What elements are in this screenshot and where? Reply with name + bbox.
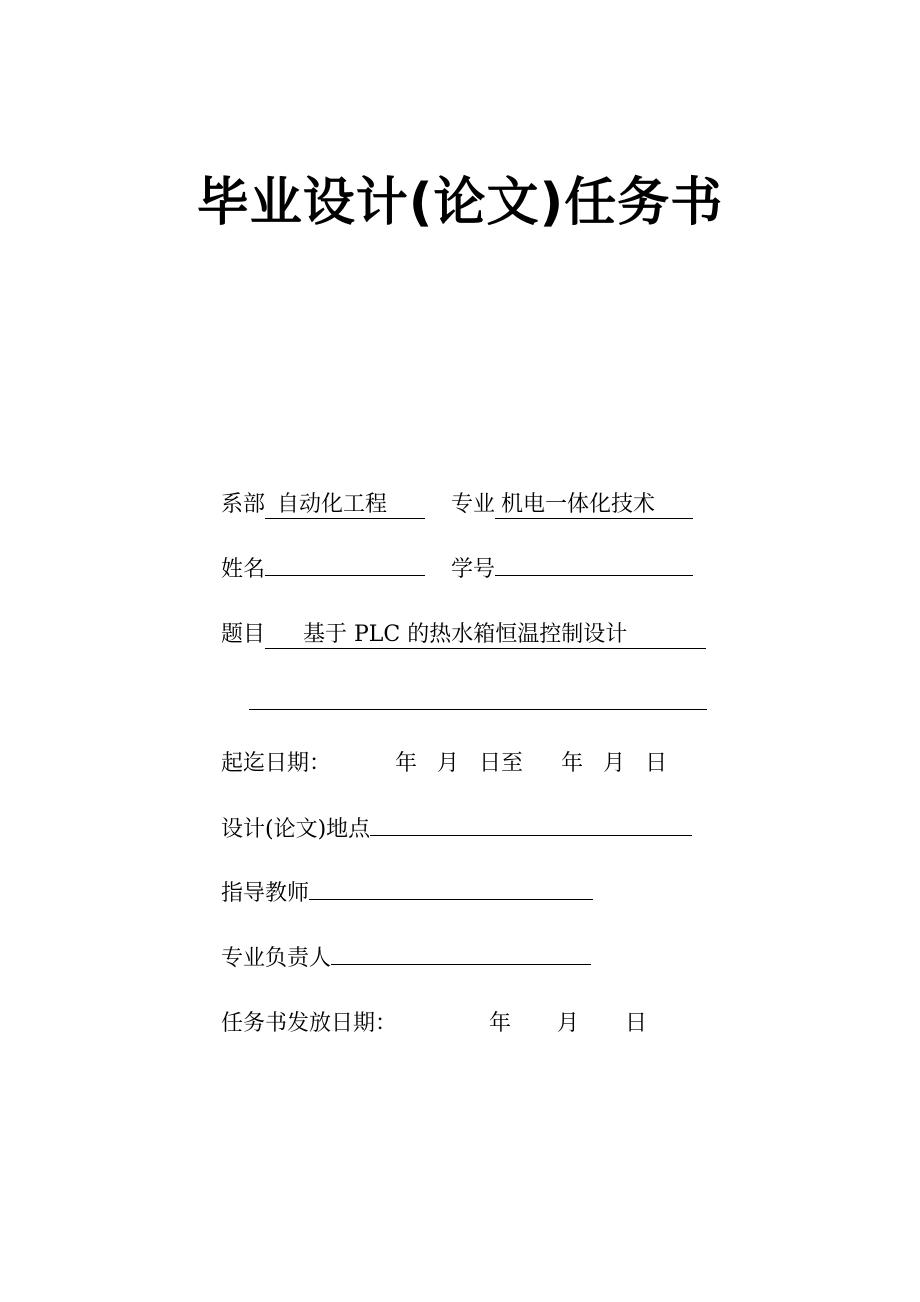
period-label: 起迄日期： (221, 751, 332, 776)
period-day1-to: 日至 (479, 751, 524, 776)
issue-month: 月 (557, 1011, 580, 1036)
period-month1: 月 (437, 751, 460, 776)
dept-major-row (221, 491, 693, 519)
location-row (221, 816, 692, 844)
dept-label: 系部 (221, 492, 266, 517)
advisor-row (221, 880, 593, 908)
name-field[interactable] (265, 575, 425, 576)
id-label: 学号 (451, 557, 496, 582)
topic-field[interactable] (265, 622, 706, 649)
id-field[interactable] (495, 575, 693, 576)
period-year1: 年 (395, 751, 418, 776)
issue-label: 任务书发放日期： (221, 1011, 398, 1036)
document-title: 毕业设计(论文)任务书 (196, 173, 724, 233)
major-label: 专业 (451, 492, 496, 517)
head-label: 专业负责人 (221, 946, 332, 971)
advisor-label: 指导教师 (221, 881, 310, 906)
location-label: 设计(论文)地点 (221, 817, 371, 842)
head-row (221, 945, 591, 973)
topic-row (221, 621, 706, 649)
issue-date-row (221, 1010, 647, 1038)
issue-year: 年 (489, 1011, 512, 1036)
topic-label: 题目 (221, 622, 266, 647)
dept-value: 自动化工程 (277, 492, 388, 517)
dept-field[interactable] (265, 492, 425, 519)
name-label: 姓名 (221, 557, 266, 582)
location-field[interactable] (370, 835, 692, 836)
major-field[interactable] (495, 492, 693, 519)
major-value: 机电一体化技术 (501, 492, 656, 517)
issue-day: 日 (625, 1011, 648, 1036)
period-day2: 日 (645, 751, 668, 776)
head-field[interactable] (331, 964, 591, 965)
period-year2: 年 (561, 751, 584, 776)
period-row (221, 750, 667, 778)
period-month2: 月 (603, 751, 626, 776)
topic-value: 基于 PLC 的热水箱恒温控制设计 (303, 622, 628, 647)
topic-continuation-line[interactable] (249, 709, 707, 710)
name-id-row (221, 556, 693, 584)
advisor-field[interactable] (309, 899, 593, 900)
